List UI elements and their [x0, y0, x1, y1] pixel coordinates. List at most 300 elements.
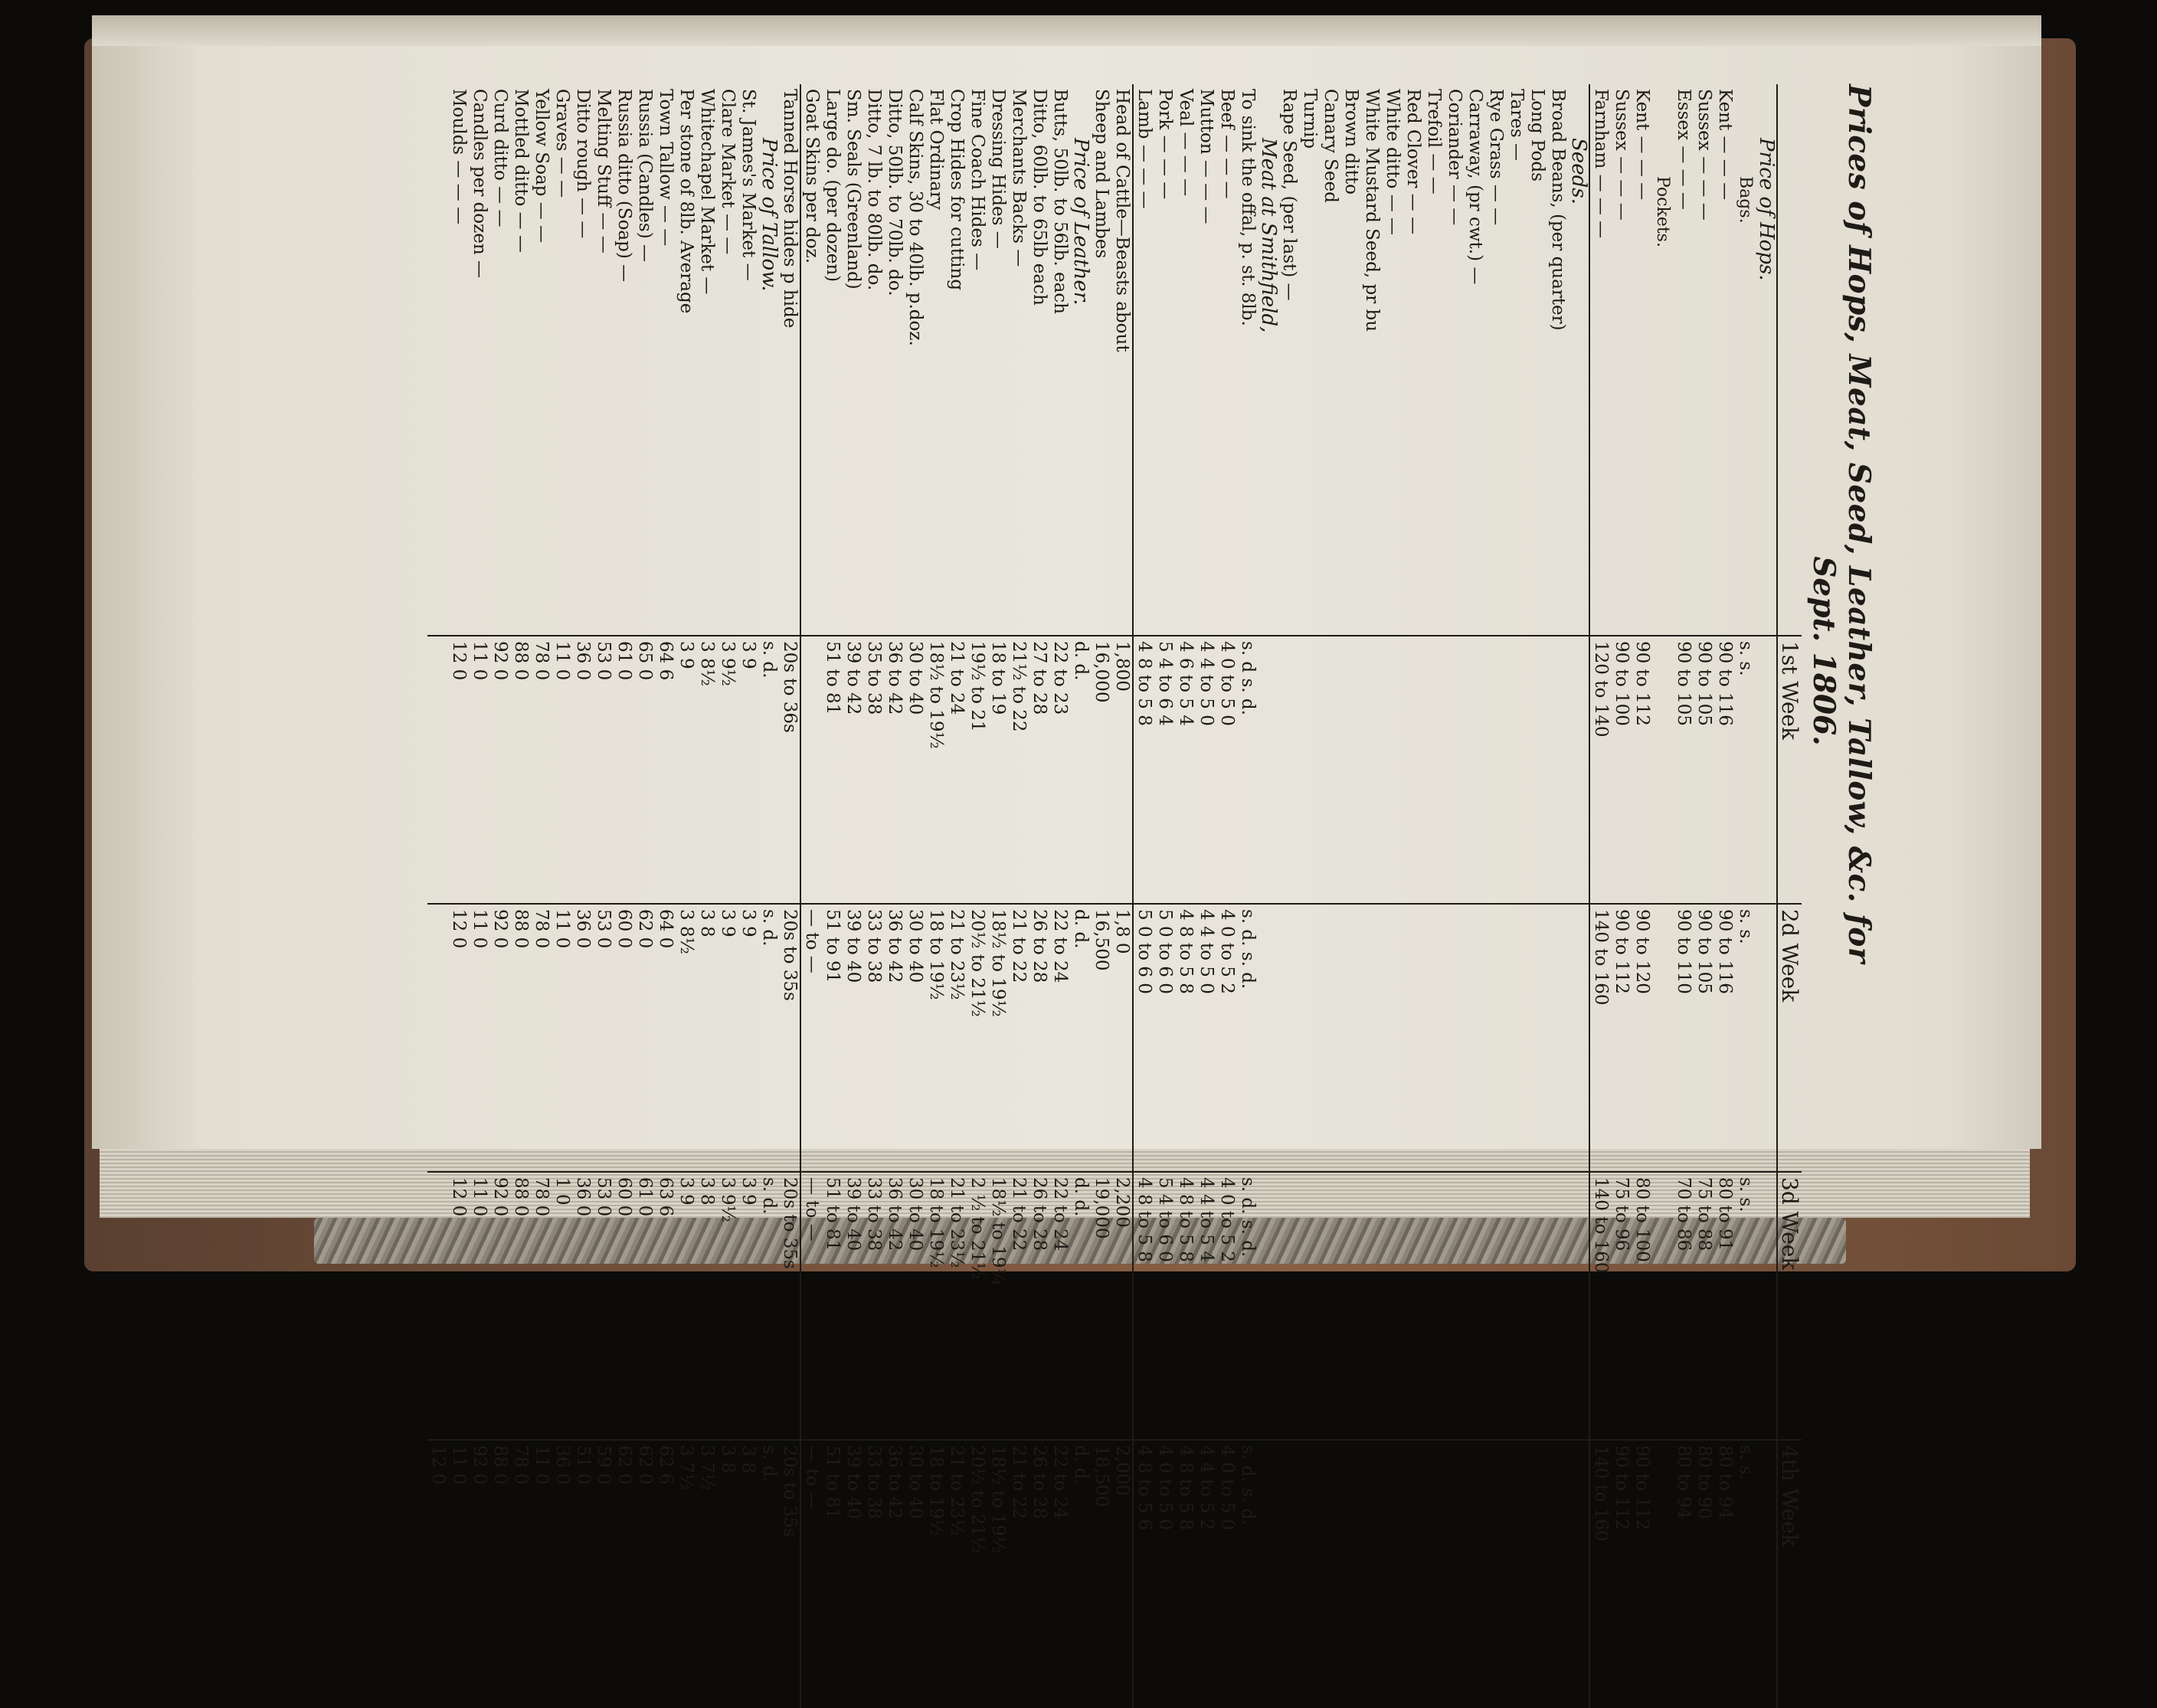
week-1-value: 3 9½ [717, 636, 738, 904]
week-1-value: 18 to 19 [987, 636, 1008, 904]
row-label: Sm. Seals (Greenland) [843, 89, 863, 290]
row-label: Calf Skins, 30 to 40lb. p.doz. [905, 89, 925, 346]
week-1-value: 3 9 [676, 636, 696, 904]
table-row [448, 84, 469, 1708]
week-2-value: 90 to 105 [1694, 904, 1714, 1172]
week-1-value: 90 to 105 [1694, 636, 1714, 904]
row-label: Fine Coach Hides — [967, 89, 987, 271]
week-4-value [1299, 1440, 1320, 1708]
week-4-value [1756, 1440, 1777, 1708]
table-row [572, 84, 593, 1708]
week-3-value [1258, 1172, 1278, 1440]
header-week-2: 2d Week [1777, 904, 1802, 1172]
table-row [1340, 84, 1361, 1708]
week-1-value: 3 9 [738, 636, 758, 904]
week-2-value: 4 0 to 5 2 [1216, 904, 1237, 1172]
table-row [1652, 84, 1673, 1708]
row-label: Red Clover — — [1403, 89, 1423, 234]
row-label: Large do. (per dozen) [823, 89, 843, 283]
week-2-value [1423, 904, 1444, 1172]
week-2-value: 36 to 42 [884, 904, 905, 1172]
week-1-value: 90 to 100 [1611, 636, 1632, 904]
week-3-value: 21 to 23½ [946, 1172, 967, 1440]
row-label: To sink the offal, p. st. 8lb. [1238, 89, 1258, 326]
table-header-row [1777, 84, 1802, 1708]
week-1-value [1299, 636, 1320, 904]
week-1-value: 90 to 116 [1714, 636, 1735, 904]
table-row [1175, 84, 1196, 1708]
week-1-value [1423, 636, 1444, 904]
week-1-value [1444, 636, 1465, 904]
week-3-value: 3 9 [676, 1172, 696, 1440]
week-1-value: 4 6 to 5 4 [1175, 636, 1196, 904]
row-label: Dressing Hides — [988, 89, 1008, 249]
week-3-value [1465, 1172, 1485, 1440]
table-row [676, 84, 696, 1708]
week-3-value: 18½ to 19¼ [987, 1172, 1008, 1440]
week-1-value: 21½ to 22 [1008, 636, 1029, 904]
row-label: Farnham — — — [1589, 84, 1611, 636]
table-row [1547, 84, 1568, 1708]
table-row [1299, 84, 1320, 1708]
week-4-value: 62 6 [655, 1440, 676, 1708]
week-4-value: 90 to 112 [1632, 1440, 1652, 1708]
week-3-value [1403, 1172, 1423, 1440]
table-row [1029, 84, 1049, 1708]
table-row [1673, 84, 1694, 1708]
week-2-value: 36 0 [572, 904, 593, 1172]
table-row [1111, 84, 1133, 1708]
table-row [1237, 84, 1258, 1708]
week-3-value [1299, 1172, 1320, 1440]
row-label: Mutton — — — [1196, 89, 1216, 224]
week-1-value [1568, 636, 1589, 904]
table-row [1216, 84, 1237, 1708]
week-2-value: 39 to 40 [843, 904, 863, 1172]
table-row [655, 84, 676, 1708]
week-2-value: 5 0 to 6 0 [1133, 904, 1154, 1172]
week-3-value: 88 0 [510, 1172, 531, 1440]
table-row [1049, 84, 1070, 1708]
row-label: Price of Tallow. [758, 138, 781, 292]
week-2-value: 3 8 [696, 904, 717, 1172]
row-label: Goat Skins per doz. [800, 84, 822, 636]
row-label: Price of Leather. [1069, 138, 1092, 306]
week-3-value: 1 0 [552, 1172, 572, 1440]
week-2-value: 20s to 35s [779, 904, 800, 1172]
row-label: Canary Seed [1321, 89, 1340, 203]
row-label: Kent — — — [1632, 89, 1652, 201]
table-row [1258, 84, 1278, 1708]
week-2-value: 90 to 116 [1714, 904, 1735, 1172]
table-row [987, 84, 1008, 1708]
week-3-value: 140 to 160 [1589, 1172, 1611, 1440]
week-1-value [1527, 636, 1547, 904]
price-table [427, 84, 1802, 1708]
row-label: Rye Grass — — [1486, 89, 1506, 226]
table-row [738, 84, 758, 1708]
week-3-value: 20s to 35s [779, 1172, 800, 1440]
week-2-value: 3 8½ [676, 904, 696, 1172]
week-2-value: 90 to 110 [1673, 904, 1694, 1172]
week-2-value [1652, 904, 1673, 1172]
week-2-value: 18½ to 19½ [987, 904, 1008, 1172]
week-3-value: 21 to 22 [1008, 1172, 1029, 1440]
week-1-value: 5 4 to 6 4 [1154, 636, 1175, 904]
week-1-value [1465, 636, 1485, 904]
row-label: Ditto, 50lb. to 70lb. do. [885, 89, 905, 296]
week-2-value: s. d. [758, 904, 779, 1172]
week-2-value [1756, 904, 1777, 1172]
week-1-value: 3 8½ [696, 636, 717, 904]
week-4-value [1423, 1440, 1444, 1708]
week-3-value: 33 to 38 [863, 1172, 884, 1440]
week-2-value [1485, 904, 1506, 1172]
week-3-value: 75 to 96 [1611, 1172, 1632, 1440]
week-4-value: 3 8 [717, 1440, 738, 1708]
price-table-region [237, 84, 1877, 1553]
book-page [92, 15, 2041, 1553]
week-4-value: 4 0 to 5 0 [1216, 1440, 1237, 1708]
week-3-value: 36 0 [572, 1172, 593, 1440]
week-2-value [1258, 904, 1278, 1172]
week-3-value [1278, 1172, 1299, 1440]
week-4-value [1506, 1440, 1527, 1708]
row-label: Moulds — — — [449, 89, 469, 225]
week-1-value: 11 0 [552, 636, 572, 904]
week-4-value: 80 to 90 [1694, 1440, 1714, 1708]
week-2-value [1361, 904, 1382, 1172]
table-row [905, 84, 925, 1708]
week-1-value [1361, 636, 1382, 904]
row-label: Melting Stuff — — [594, 89, 614, 254]
week-3-value: 3 8 [696, 1172, 717, 1440]
week-2-value: 51 to 91 [822, 904, 843, 1172]
week-2-value [1547, 904, 1568, 1172]
week-3-value: 4 0 to 5 2 [1216, 1172, 1237, 1440]
week-1-value [1652, 636, 1673, 904]
table-row [1444, 84, 1465, 1708]
row-label: Turnip [1300, 89, 1320, 149]
week-2-value: 26 to 28 [1029, 904, 1049, 1172]
week-3-value: 2 ½ to 21½ [967, 1172, 987, 1440]
week-3-value: 19,000 [1091, 1172, 1111, 1440]
week-4-value: 92 0 [469, 1440, 489, 1708]
week-2-value: 90 to 112 [1611, 904, 1632, 1172]
table-row [1589, 84, 1611, 1708]
week-4-value: 4 4 to 5 2 [1196, 1440, 1216, 1708]
week-2-value: 5 0 to 6 0 [1154, 904, 1175, 1172]
row-label: Sussex — — — [1694, 89, 1714, 221]
table-row [1320, 84, 1340, 1708]
week-1-value: 36 to 42 [884, 636, 905, 904]
week-4-value: 20½ to 21½ [967, 1440, 987, 1708]
week-4-value: 88 0 [489, 1440, 510, 1708]
week-2-value [1299, 904, 1320, 1172]
row-label: Essex — — — [1674, 89, 1694, 210]
week-4-value: — to — [800, 1440, 822, 1708]
week-4-value [1444, 1440, 1465, 1708]
table-body [427, 84, 1777, 1708]
week-4-value [1485, 1440, 1506, 1708]
week-1-value [1320, 636, 1340, 904]
week-3-value: 12 0 [448, 1172, 469, 1440]
table-row [1714, 84, 1735, 1708]
row-label: Mottled ditto — — [511, 89, 531, 253]
row-label: Kent — — — [1715, 89, 1735, 201]
row-label: Trefoil — — [1424, 89, 1444, 195]
week-4-value: 4 0 to 5 0 [1154, 1440, 1175, 1708]
row-label: Sussex — — — [1612, 89, 1632, 221]
week-1-value: 18½ to 19½ [925, 636, 946, 904]
week-4-value: s. s. [1735, 1440, 1756, 1708]
row-label: Yellow Soap — — [532, 89, 552, 244]
page-fold [92, 15, 2041, 46]
row-label: Candles per dozen — [470, 89, 489, 278]
table-row [1154, 84, 1175, 1708]
week-3-value: 2,200 [1111, 1172, 1133, 1440]
row-label: Graves — — [552, 89, 572, 198]
week-3-value: 4 8 to 5 8 [1133, 1172, 1154, 1440]
week-4-value: 18,500 [1091, 1440, 1111, 1708]
row-label: St. James's Market — [738, 89, 758, 281]
table-row [1756, 84, 1777, 1708]
week-3-value [1527, 1172, 1547, 1440]
table-row [531, 84, 552, 1708]
row-label: Seeds. [1567, 138, 1590, 205]
week-2-value [1527, 904, 1547, 1172]
week-1-value: 1,800 [1111, 636, 1133, 904]
week-3-value: 30 to 40 [905, 1172, 925, 1440]
week-2-value: 88 0 [510, 904, 531, 1172]
week-1-value: 92 0 [489, 636, 510, 904]
table-row [1611, 84, 1632, 1708]
week-2-value: s. s. [1735, 904, 1756, 1172]
week-4-value: 20s to 35s [779, 1440, 800, 1708]
table-row [1403, 84, 1423, 1708]
week-3-value: d. d. [1070, 1172, 1091, 1440]
week-3-value [1423, 1172, 1444, 1440]
week-1-value: 78 0 [531, 636, 552, 904]
row-label: Veal — — — [1176, 89, 1196, 197]
week-2-value [1568, 904, 1589, 1172]
week-2-value [1506, 904, 1527, 1172]
week-1-value: s. d s. d. [1237, 636, 1258, 904]
table-row [1196, 84, 1216, 1708]
week-2-value: 21 to 22 [1008, 904, 1029, 1172]
week-4-value: 11 0 [531, 1440, 552, 1708]
week-3-value: 26 to 28 [1029, 1172, 1049, 1440]
week-2-value: 21 to 23½ [946, 904, 967, 1172]
week-2-value: — to — [800, 904, 822, 1172]
week-4-value: 80 to 94 [1673, 1440, 1694, 1708]
week-3-value: 3 9½ [717, 1172, 738, 1440]
week-1-value: 4 4 to 5 0 [1196, 636, 1216, 904]
week-4-value [1465, 1440, 1485, 1708]
week-3-value [1547, 1172, 1568, 1440]
week-1-value: 11 0 [469, 636, 489, 904]
week-4-value: 80 to 94 [1714, 1440, 1735, 1708]
week-1-value [1403, 636, 1423, 904]
row-label: Head of Cattle—Beasts about [1112, 89, 1132, 352]
week-4-value: 3 7½ [676, 1440, 696, 1708]
week-4-value [1382, 1440, 1403, 1708]
week-2-value [427, 904, 448, 1172]
table-row [863, 84, 884, 1708]
week-4-value: 2,000 [1111, 1440, 1133, 1708]
week-3-value: 4 8 to 5 8 [1175, 1172, 1196, 1440]
week-1-value [1506, 636, 1527, 904]
week-1-value: 120 to 140 [1589, 636, 1611, 904]
table-row [1382, 84, 1403, 1708]
week-2-value: 3 9 [717, 904, 738, 1172]
row-label: Rape Seed, (per last) — [1279, 89, 1299, 301]
week-2-value: 22 to 24 [1049, 904, 1070, 1172]
week-1-value [1258, 636, 1278, 904]
week-2-value: 4 8 to 5 8 [1175, 904, 1196, 1172]
week-1-value: 39 to 42 [843, 636, 863, 904]
table-row [843, 84, 863, 1708]
row-label: Pork — — — [1155, 89, 1175, 200]
week-2-value: 20½ to 21½ [967, 904, 987, 1172]
week-1-value: 27 to 28 [1029, 636, 1049, 904]
week-3-value: — to — [800, 1172, 822, 1440]
week-3-value [427, 1172, 448, 1440]
week-3-value [1320, 1172, 1340, 1440]
row-label: Tanned Horse hides p hide [780, 89, 800, 329]
week-1-value: 64 6 [655, 636, 676, 904]
week-2-value: 33 to 38 [863, 904, 884, 1172]
week-4-value: 21 to 23½ [946, 1440, 967, 1708]
week-4-value: 4 8 to 5 6 [1133, 1440, 1154, 1708]
week-2-value: 1,8 0 [1111, 904, 1133, 1172]
week-1-value [427, 636, 448, 904]
week-2-value: 78 0 [531, 904, 552, 1172]
table-row [758, 84, 779, 1708]
row-label: Pockets. [1653, 176, 1672, 247]
header-week-4: 4th Week [1777, 1440, 1802, 1708]
table-row [614, 84, 634, 1708]
week-1-value: 36 0 [572, 636, 593, 904]
week-2-value [1382, 904, 1403, 1172]
week-4-value: 90 to 112 [1611, 1440, 1632, 1708]
week-1-value: d. d. [1070, 636, 1091, 904]
week-3-value: 75 to 88 [1694, 1172, 1714, 1440]
week-1-value [1278, 636, 1299, 904]
week-4-value [1547, 1440, 1568, 1708]
week-2-value: 3 9 [738, 904, 758, 1172]
table-row [1278, 84, 1299, 1708]
week-1-value: 51 to 81 [822, 636, 843, 904]
table-row [1527, 84, 1547, 1708]
week-4-value: 21 to 22 [1008, 1440, 1029, 1708]
week-2-value [1340, 904, 1361, 1172]
week-2-value: 12 0 [448, 904, 469, 1172]
table-row [1506, 84, 1527, 1708]
table-row [427, 84, 448, 1708]
table-row [1423, 84, 1444, 1708]
table-row [717, 84, 738, 1708]
week-4-value: 3 7½ [696, 1440, 717, 1708]
week-3-value: 63 6 [655, 1172, 676, 1440]
week-4-value: 62 0 [614, 1440, 634, 1708]
week-4-value: 36 0 [552, 1440, 572, 1708]
week-3-value [1382, 1172, 1403, 1440]
week-3-value: s. d. s. d. [1237, 1172, 1258, 1440]
table-row [593, 84, 614, 1708]
week-4-value [1278, 1440, 1299, 1708]
table-row [1632, 84, 1652, 1708]
table-row [489, 84, 510, 1708]
week-4-value: 140 to 160 [1589, 1440, 1611, 1708]
week-1-value [1547, 636, 1568, 904]
table-row [884, 84, 905, 1708]
table-row [510, 84, 531, 1708]
week-3-value: s. d. [758, 1172, 779, 1440]
week-3-value: 78 0 [531, 1172, 552, 1440]
table-row [696, 84, 717, 1708]
table-row [634, 84, 655, 1708]
week-1-value [1340, 636, 1361, 904]
week-3-value [1340, 1172, 1361, 1440]
week-3-value: 60 0 [614, 1172, 634, 1440]
week-1-value: 21 to 24 [946, 636, 967, 904]
row-label: Price of Hops. [1755, 138, 1778, 281]
week-2-value: d. d. [1070, 904, 1091, 1172]
week-4-value: 51 to 81 [822, 1440, 843, 1708]
week-3-value [1652, 1172, 1673, 1440]
week-4-value: 3 8 [738, 1440, 758, 1708]
row-label: Russia (Candles) — [635, 89, 655, 262]
week-4-value: 22 to 24 [1049, 1440, 1070, 1708]
week-3-value [1485, 1172, 1506, 1440]
row-label: Bags. [1736, 176, 1755, 224]
row-label: Sheep and Lambes [1092, 89, 1111, 259]
week-4-value [1361, 1440, 1382, 1708]
week-4-value: 62 0 [634, 1440, 655, 1708]
row-label: Tares — [1507, 89, 1527, 161]
row-label [427, 84, 448, 636]
row-label: Whitechapel Market — [697, 89, 717, 295]
week-3-value: 80 to 100 [1632, 1172, 1652, 1440]
table-row [779, 84, 800, 1708]
week-3-value [1361, 1172, 1382, 1440]
row-label: Town Tallow — — [656, 89, 676, 247]
week-2-value: 62 0 [634, 904, 655, 1172]
row-label: Butts, 50lb. to 56lb. each [1050, 89, 1070, 314]
week-4-value: 26 to 28 [1029, 1440, 1049, 1708]
row-label: White Mustard Seed, pr bu [1362, 89, 1382, 332]
week-3-value [1756, 1172, 1777, 1440]
week-3-value: 4 4 to 5 4 [1196, 1172, 1216, 1440]
row-label: Broad Beans, (per quarter) [1548, 89, 1568, 331]
row-label: Carraway, (pr cwt.) — [1465, 89, 1485, 285]
header-week-1: 1st Week [1777, 636, 1802, 904]
week-2-value [1278, 904, 1299, 1172]
week-4-value: d. d. [1070, 1440, 1091, 1708]
week-4-value: 4 8 to 5 8 [1175, 1440, 1196, 1708]
row-label: Clare Market — — [718, 89, 738, 255]
week-2-value: 16,500 [1091, 904, 1111, 1172]
week-1-value [1756, 636, 1777, 904]
week-4-value [1320, 1440, 1340, 1708]
week-1-value: 20s to 36s [779, 636, 800, 904]
week-1-value: 16,000 [1091, 636, 1111, 904]
week-2-value: 90 to 120 [1632, 904, 1652, 1172]
table-row [1465, 84, 1485, 1708]
week-4-value: 30 to 40 [905, 1440, 925, 1708]
week-2-value [1444, 904, 1465, 1172]
